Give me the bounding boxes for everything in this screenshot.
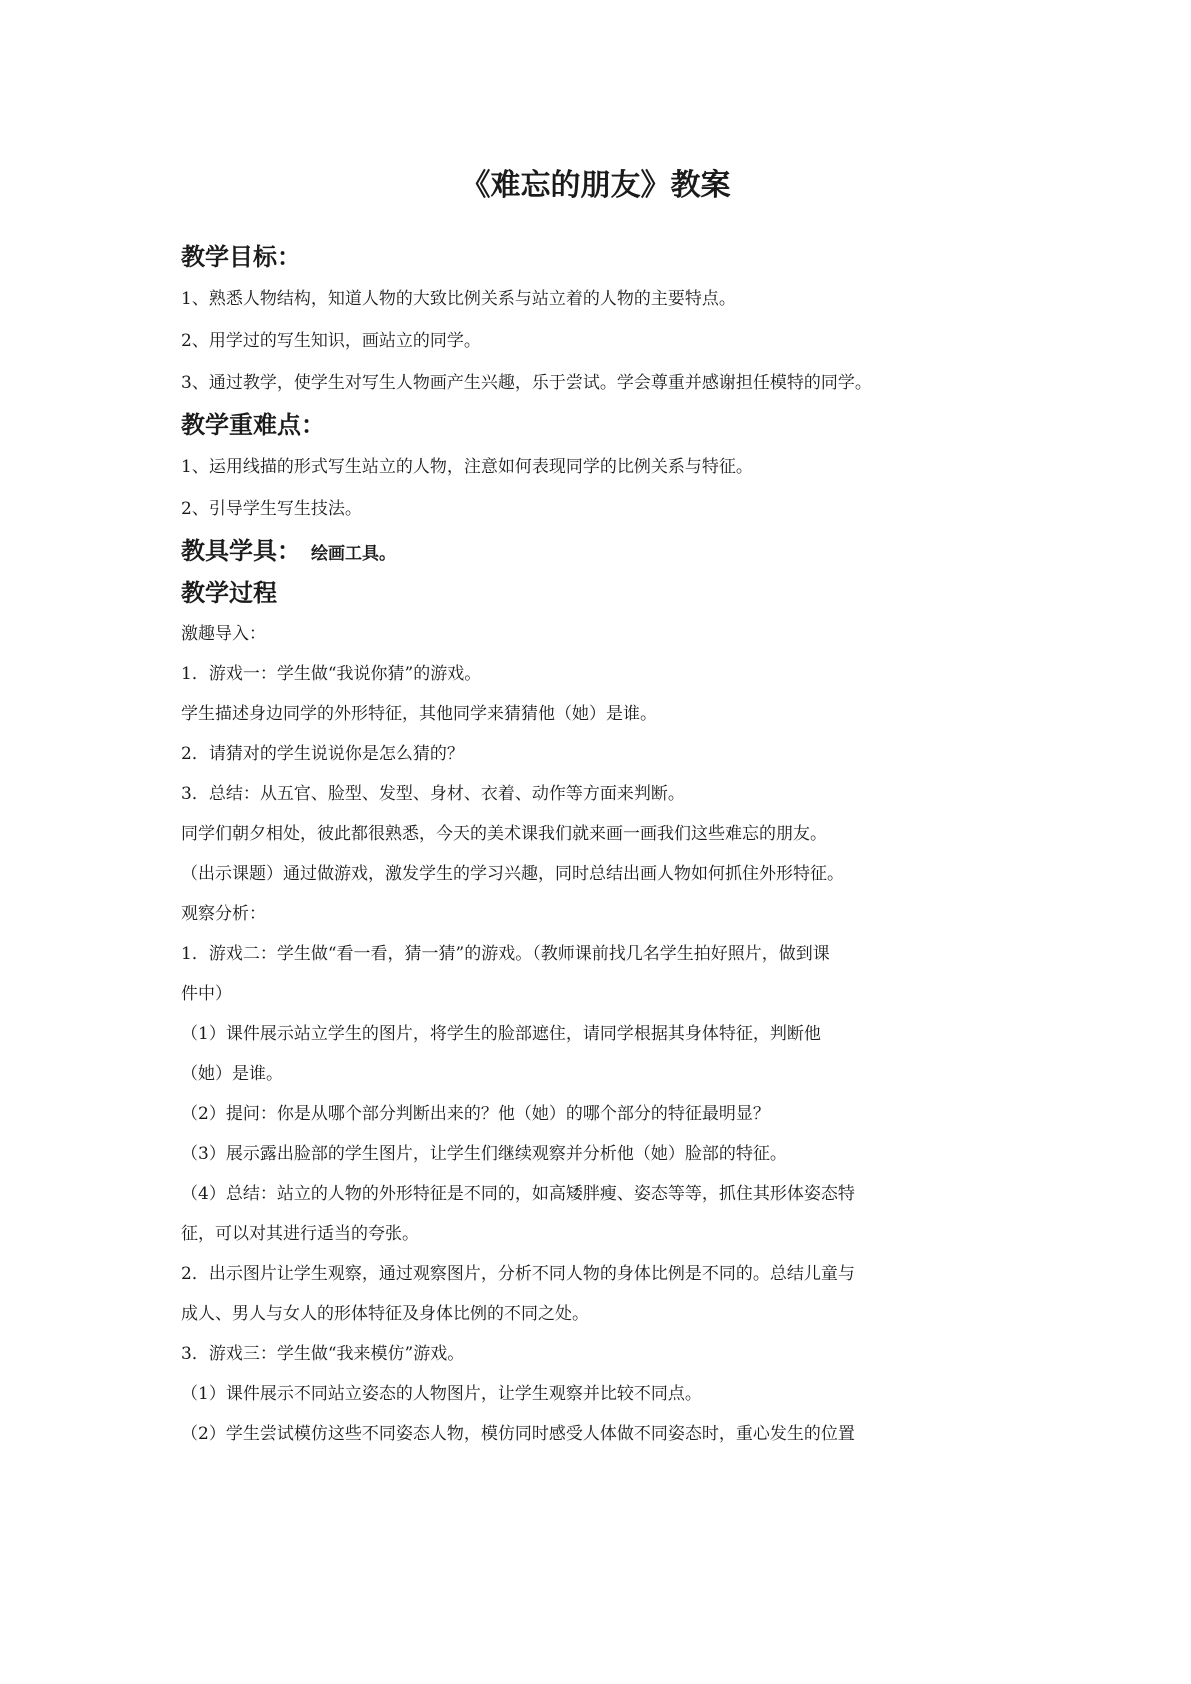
tools-text: 绘画工具。	[311, 544, 396, 564]
document-body	[181, 236, 1021, 1454]
process-line: 件中）	[181, 984, 232, 1004]
goal-item: 1、熟悉人物结构，知道人物的大致比例关系与站立着的人物的主要特点。	[181, 289, 736, 309]
process-line: （4）总结：站立的人物的外形特征是不同的，如高矮胖瘦、姿态等等，抓住其形体姿态特	[181, 1184, 855, 1204]
process-line: （出示课题）通过做游戏，激发学生的学习兴趣，同时总结出画人物如何抓住外形特征。	[181, 864, 844, 884]
process-line: 2．请猜对的学生说说你是怎么猜的？	[181, 744, 464, 764]
section-heading-goals: 教学目标：	[181, 243, 301, 271]
process-line: 3．游戏三：学生做“我来模仿”游戏。	[181, 1344, 465, 1364]
process-line: 1．游戏二：学生做“看一看，猜一猜”的游戏。（教师课前找几名学生拍好照片，做到课	[181, 944, 830, 964]
section-heading-tools: 教具学具：	[181, 537, 301, 565]
process-line: 同学们朝夕相处，彼此都很熟悉，今天的美术课我们就来画一画我们这些难忘的朋友。	[181, 824, 827, 844]
process-line: 1．游戏一：学生做“我说你猜”的游戏。	[181, 664, 482, 684]
goal-item: 3、通过教学，使学生对写生人物画产生兴趣，乐于尝试。学会尊重并感谢担任模特的同学。	[181, 373, 872, 393]
process-line: （她）是谁。	[181, 1064, 283, 1084]
key-point-item: 1、运用线描的形式写生站立的人物，注意如何表现同学的比例关系与特征。	[181, 457, 753, 477]
process-line: 学生描述身边同学的外形特征，其他同学来猜猜他（她）是谁。	[181, 704, 657, 724]
process-line: （2）学生尝试模仿这些不同姿态人物，模仿同时感受人体做不同姿态时，重心发生的位置	[181, 1424, 855, 1444]
process-line: 观察分析：	[181, 904, 266, 924]
section-tools	[181, 530, 1021, 572]
process-line: 征，可以对其进行适当的夸张。	[181, 1224, 419, 1244]
process-line: （1）课件展示站立学生的图片，将学生的脸部遮住，请同学根据其身体特征，判断他	[181, 1024, 821, 1044]
process-line: （1）课件展示不同站立姿态的人物图片，让学生观察并比较不同点。	[181, 1384, 702, 1404]
document-title: 《难忘的朋友》教案	[460, 168, 731, 203]
process-line: 3．总结：从五官、脸型、发型、身材、衣着、动作等方面来判断。	[181, 784, 685, 804]
key-point-item: 2、引导学生写生技法。	[181, 499, 362, 519]
process-line: 激趣导入：	[181, 624, 266, 644]
process-line: 成人、男人与女人的形体特征及身体比例的不同之处。	[181, 1304, 589, 1324]
section-heading-process: 教学过程	[181, 579, 277, 607]
section-heading-key-points: 教学重难点：	[181, 411, 325, 439]
goal-item: 2、用学过的写生知识，画站立的同学。	[181, 331, 481, 351]
process-line: （3）展示露出脸部的学生图片，让学生们继续观察并分析他（她）脸部的特征。	[181, 1144, 787, 1164]
process-line: 2．出示图片让学生观察，通过观察图片，分析不同人物的身体比例是不同的。总结儿童与	[181, 1264, 855, 1284]
process-line: （2）提问：你是从哪个部分判断出来的？他（她）的哪个部分的特征最明显？	[181, 1104, 770, 1124]
